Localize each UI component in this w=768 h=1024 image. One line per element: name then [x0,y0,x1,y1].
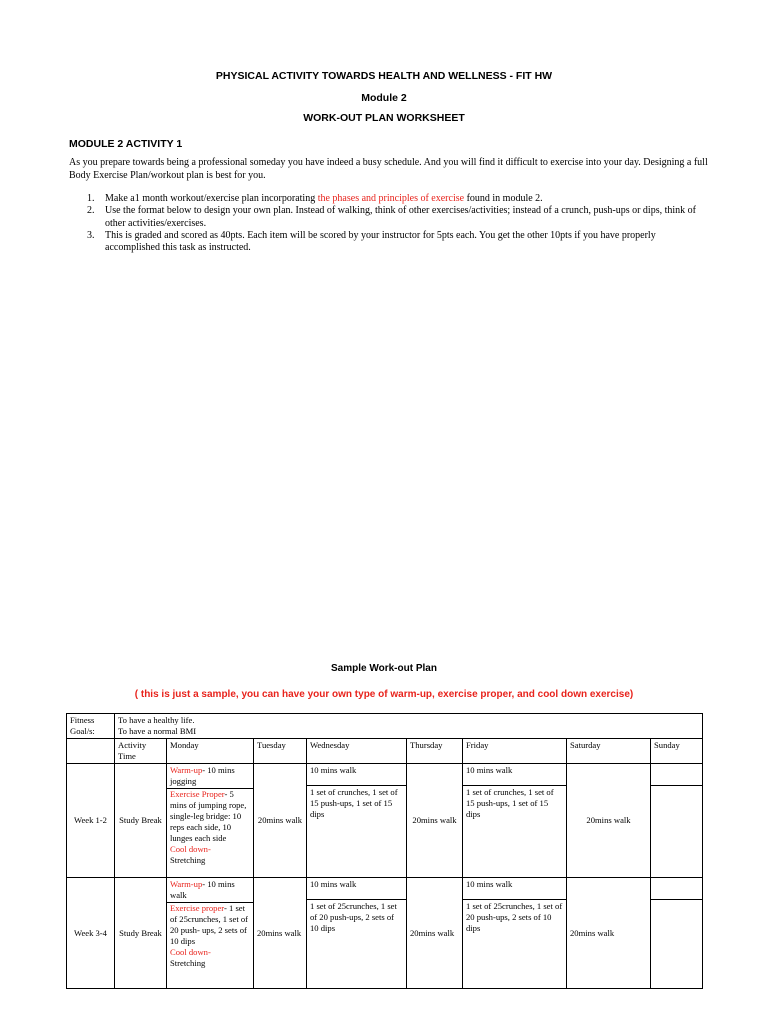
course-title: PHYSICAL ACTIVITY TOWARDS HEALTH AND WELLNESS - FIT HW [215,70,553,82]
cooldown-detail: Stretching [170,855,206,865]
table-row [67,764,703,786]
warmup-detail: - 10 mins jogging [170,765,235,786]
goal-2: To have a normal BMI [118,726,197,736]
week-label: Week 1-2 [67,764,115,878]
tuesday-cell: 20mins walk [254,878,307,989]
warmup-label: Warm-up [170,879,203,889]
wednesday-cell-1: 10 mins walk [307,764,407,786]
thursday-cell: 20mins walk [407,764,463,878]
thursday-cell: 20mins walk [407,878,463,989]
exercise-detail: - 1 set of 25crunches, 1 set of 20 push- ups, 2 sets of 10 dips [170,903,249,946]
sample-note: ( this is just a sample, you can have your own type of warm-up, exercise proper, and cool down exercise) [134,689,634,700]
goal-1: To have a healthy life. [118,715,195,725]
exercise-text [167,902,253,947]
header-blank [67,739,115,764]
workout-plan-table [66,713,703,989]
list-item [69,230,709,255]
header-thursday: Thursday [407,739,463,764]
wednesday-cell-2: 1 set of 25crunches, 1 set of 20 push-ups, 2 sets of 10 dips [307,900,407,989]
monday-cell [167,878,254,989]
fitness-goals-cell [115,714,703,739]
list-number: 3. [87,229,95,241]
tuesday-cell: 20mins walk [254,764,307,878]
list-number: 1. [87,193,95,204]
step-text: Use the format below to design your own plan. Instead of walking, think of other exercises/activities; instead of a crunch, push-ups or dips, think of other activities/exercises. [105,205,696,229]
friday-cell-2: 1 set of 25crunches, 1 set of 20 push-ups, 2 sets of 10 dips [463,900,567,989]
intro-paragraph: As you prepare towards being a professional someday you have indeed a busy schedule. And you will find it difficult to exercise into your day. Designing a full Body Exercise Plan/workout plan is best for you. [69,157,708,181]
sunday-cell-2 [651,786,703,878]
instruction-list [69,193,709,254]
exercise-label: Exercise Proper [170,789,225,799]
sunday-cell-2 [651,900,703,989]
saturday-cell: 20mins walk [567,764,651,878]
activity-title: MODULE 2 ACTIVITY 1 [69,138,183,150]
step-text: This is graded and scored as 40pts. Each item will be scored by your instructor for 5pts each. You get the other 10pts if you have properly accomplished this task as instructed. [105,229,656,254]
cooldown-label: Cool down- [170,844,211,854]
exercise-detail: - 5 mins of jumping rope, single-leg bridge: 10 reps each side, 10 lunges each side [170,789,247,843]
saturday-cell: 20mins walk [567,878,651,989]
sample-title: Sample Work-out Plan [331,663,437,674]
friday-cell-1: 10 mins walk [463,878,567,900]
sunday-cell-1 [651,878,703,900]
table-header-row [67,739,703,764]
step-highlight: the phases and principles of exercise [317,193,465,204]
header-tuesday: Tuesday [254,739,307,764]
list-item [69,205,709,230]
activity-time: Study Break [115,764,167,878]
table-row [67,878,703,900]
activity-time: Study Break [115,878,167,989]
worksheet-title: WORK-OUT PLAN WORKSHEET [303,112,465,124]
exercise-label: Exercise proper [170,903,224,913]
header-friday: Friday [463,739,567,764]
cooldown-detail: Stretching [170,958,206,968]
header-monday: Monday [167,739,254,764]
header-activity-time: Activity Time [115,739,167,764]
step-text: Make a1 month workout/exercise plan incorporating [105,193,318,204]
warmup-text [170,879,250,901]
module-label: Module 2 [361,92,407,104]
friday-cell-2: 1 set of crunches, 1 set of 15 push-ups, 1 set of 15 dips [463,786,567,878]
friday-cell-1: 10 mins walk [463,764,567,786]
table-row [67,714,703,739]
sunday-cell-1 [651,764,703,786]
warmup-text [170,765,250,787]
wednesday-cell-2: 1 set of crunches, 1 set of 15 push-ups, 1 set of 15 dips [307,786,407,878]
fitness-goals-label: Fitness Goal/s: [67,714,115,739]
monday-cell [167,764,254,878]
wednesday-cell-1: 10 mins walk [307,878,407,900]
step-text-end: found in module 2. [464,193,543,204]
header-wednesday: Wednesday [307,739,407,764]
header-saturday: Saturday [567,739,651,764]
warmup-detail: - 10 mins walk [170,879,235,900]
header-sunday: Sunday [651,739,703,764]
exercise-text [167,788,253,844]
warmup-label: Warm-up [170,765,203,775]
list-item [69,193,709,205]
list-number: 2. [87,205,95,217]
week-label: Week 3-4 [67,878,115,989]
cooldown-label: Cool down- [170,947,211,957]
